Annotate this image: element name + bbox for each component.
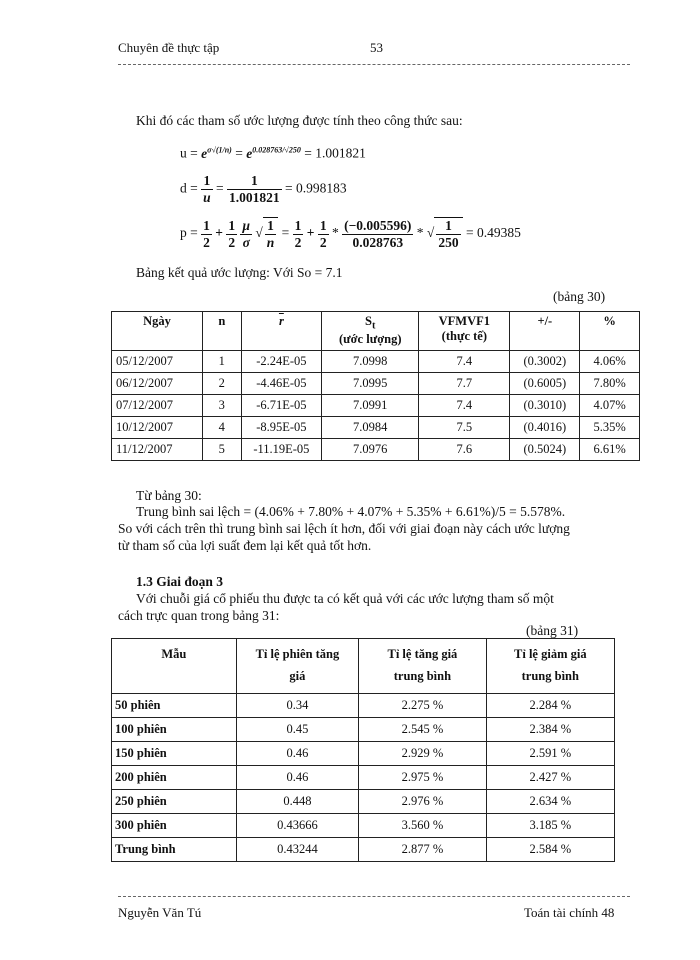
formula-p [180, 217, 521, 251]
cell: 7.6 [419, 439, 510, 461]
th-diff: +/- [510, 312, 580, 351]
formula-p-mu-sigma: $\frac{\mu}{\sigma}$ [242, 217, 250, 250]
formula-p-eq: = [281, 225, 290, 241]
formula-u-eq: = [235, 145, 243, 161]
table-row [112, 395, 640, 417]
header-divider [118, 64, 630, 65]
formula-p-half4: $\frac{1}{2}$ [319, 217, 327, 250]
formula-u-exp2: $e^{0.028763/√250}$ [246, 145, 301, 161]
th-vfmvf1: VFMVF1 (thực tế) [419, 312, 510, 351]
cell: 7.4 [419, 395, 510, 417]
cell: 3.185 % [486, 814, 614, 838]
cell: 3.560 % [359, 814, 486, 838]
cell: 7.7 [419, 373, 510, 395]
table-row [112, 838, 615, 862]
cell: 250 phiên [112, 790, 237, 814]
cell: 6.61% [580, 439, 640, 461]
cell: 0.448 [236, 790, 359, 814]
th-ti-le-giam-gia: Tỉ lệ giảm giá trung bình [486, 639, 614, 694]
formula-u-lhs: u = [180, 145, 198, 161]
formula-u [180, 145, 366, 162]
cell: 100 phiên [112, 718, 237, 742]
cell: 0.34 [236, 694, 359, 718]
cell: 2.275 % [359, 694, 486, 718]
cell: (0.3010) [510, 395, 580, 417]
table-row [112, 766, 615, 790]
cell: 2.877 % [359, 838, 486, 862]
cell: -4.46E-05 [241, 373, 322, 395]
table30-caption: (bảng 30) [553, 289, 606, 304]
cell: -11.19E-05 [241, 439, 322, 461]
formula-p-half2: $\frac{1}{2}$ [228, 217, 236, 250]
section-text-2: cách trực quan trong bảng 31: [118, 608, 280, 623]
table-row [112, 790, 615, 814]
cell: 07/12/2007 [112, 395, 203, 417]
table-row [112, 694, 615, 718]
cell: 50 phiên [112, 694, 237, 718]
th-percent: % [580, 312, 640, 351]
cell: 06/12/2007 [112, 373, 203, 395]
formula-p-star2: * [416, 225, 424, 241]
cell: 11/12/2007 [112, 439, 203, 461]
formula-p-half1: $\frac{1}{2}$ [203, 217, 210, 250]
page-number: 53 [370, 40, 383, 55]
cell: Trung bình [112, 838, 237, 862]
cell: 4.06% [580, 351, 640, 373]
th-n: n [202, 312, 241, 351]
cell: 0.46 [236, 766, 359, 790]
cell: 5.35% [580, 417, 640, 439]
th-ngay: Ngày [112, 312, 203, 351]
cell: 7.0998 [322, 351, 419, 373]
cell: 2.591 % [486, 742, 614, 766]
cell: 7.4 [419, 351, 510, 373]
cell: 0.43666 [236, 814, 359, 838]
formula-d [180, 173, 347, 206]
cell: 1 [202, 351, 241, 373]
cell: 200 phiên [112, 766, 237, 790]
cell: -2.24E-05 [241, 351, 322, 373]
cell: 05/12/2007 [112, 351, 203, 373]
paragraph-mean-deviation: Trung bình sai lệch = (4.06% + 7.80% + 4.07% + 5.35% + 6.61%)/5 = 5.578%. [136, 504, 566, 519]
cell: (0.4016) [510, 417, 580, 439]
paragraph-comparison-1: So với cách trên thì trung bình sai lệch ít hơn, đối với giai đoạn này cách ước lượng [118, 521, 570, 536]
table31-header [112, 639, 615, 694]
formula-p-lhs: p = [180, 225, 198, 241]
cell: 0.45 [236, 718, 359, 742]
cell: 300 phiên [112, 814, 237, 838]
formula-p-plus2: + [306, 225, 315, 241]
cell: 2.284 % [486, 694, 614, 718]
table-row [112, 351, 640, 373]
cell: (0.5024) [510, 439, 580, 461]
formula-u-exp1: $e^{\sigma√(1/n)}$ [201, 145, 232, 161]
formula-u-result: = 1.001821 [304, 145, 366, 161]
table-row [112, 814, 615, 838]
intro-text: Khi đó các tham số ước lượng được tính theo công thức sau: [136, 113, 463, 128]
formula-p-star1: * [331, 225, 339, 241]
cell: 10/12/2007 [112, 417, 203, 439]
cell: (0.6005) [510, 373, 580, 395]
cell: 4 [202, 417, 241, 439]
th-st: $S_t$ (ước lượng) [322, 312, 419, 351]
cell: 2.584 % [486, 838, 614, 862]
table-row [112, 742, 615, 766]
formula-p-sqrt-250: √ $\frac{1}{250}$ [427, 225, 463, 240]
cell: 2.634 % [486, 790, 614, 814]
from-table-30: Từ bảng 30: [136, 488, 202, 503]
cell: 4.07% [580, 395, 640, 417]
formula-p-half3: $\frac{1}{2}$ [294, 217, 302, 250]
header-title: Chuyên đề thực tập [118, 40, 220, 55]
cell: 2.976 % [359, 790, 486, 814]
table31-caption: (bảng 31) [526, 623, 579, 638]
formula-d-frac1: $\frac{1}{u}$ [203, 173, 211, 205]
formula-p-result: = 0.49385 [465, 225, 521, 241]
cell: 2.427 % [486, 766, 614, 790]
footer-course: Toán tài chính 48 [524, 905, 615, 920]
cell: 2.975 % [359, 766, 486, 790]
cell: 0.46 [236, 742, 359, 766]
section-title: 1.3 Giai đoạn 3 [136, 574, 224, 589]
footer-author: Nguyễn Văn Tú [118, 905, 202, 920]
cell: 5 [202, 439, 241, 461]
cell: 7.0976 [322, 439, 419, 461]
cell: 150 phiên [112, 742, 237, 766]
table-row [112, 439, 640, 461]
section-text-1: Với chuỗi giá cổ phiếu thu được ta có kết quả với các ước lượng tham số một [136, 591, 554, 606]
th-ti-le-tang-gia: Tỉ lệ tăng giá trung bình [359, 639, 486, 694]
table-31 [111, 638, 615, 862]
cell: 2 [202, 373, 241, 395]
formula-p-plus1: + [215, 225, 223, 241]
table30-header [112, 312, 640, 351]
cell: (0.3002) [510, 351, 580, 373]
th-mau: Mẫu [112, 639, 237, 694]
table-row [112, 718, 615, 742]
cell: 7.0995 [322, 373, 419, 395]
table-row [112, 417, 640, 439]
th-ti-le-phien-tang: Tỉ lệ phiên tăng giá [236, 639, 359, 694]
footer-divider [118, 896, 630, 897]
formula-d-result: = 0.998183 [285, 180, 347, 196]
cell: 7.0984 [322, 417, 419, 439]
cell: 7.0991 [322, 395, 419, 417]
formula-d-eq: = [216, 180, 224, 196]
cell: 7.80% [580, 373, 640, 395]
cell: 2.384 % [486, 718, 614, 742]
results-line: Bảng kết quả ước lượng: Với So = 7.1 [136, 265, 343, 280]
cell: 2.929 % [359, 742, 486, 766]
formula-d-lhs: d = [180, 180, 198, 196]
formula-p-value-frac: $\frac{(-0.005596)}{0.028763}$ [344, 217, 412, 250]
formula-p-sqrt-n: √ $\frac{1}{n}$ [255, 225, 278, 240]
table-row [112, 373, 640, 395]
cell: 3 [202, 395, 241, 417]
formula-d-frac2: $\frac{1}{1.001821}$ [229, 173, 280, 205]
cell: -8.95E-05 [241, 417, 322, 439]
cell: 0.43244 [236, 838, 359, 862]
cell: -6.71E-05 [241, 395, 322, 417]
paragraph-comparison-2: từ tham số của lợi suất đem lại kết quả tốt hơn. [118, 538, 372, 553]
th-r: $\overline{r}$ [241, 312, 322, 351]
cell: 7.5 [419, 417, 510, 439]
cell: 2.545 % [359, 718, 486, 742]
table-30 [111, 311, 640, 461]
